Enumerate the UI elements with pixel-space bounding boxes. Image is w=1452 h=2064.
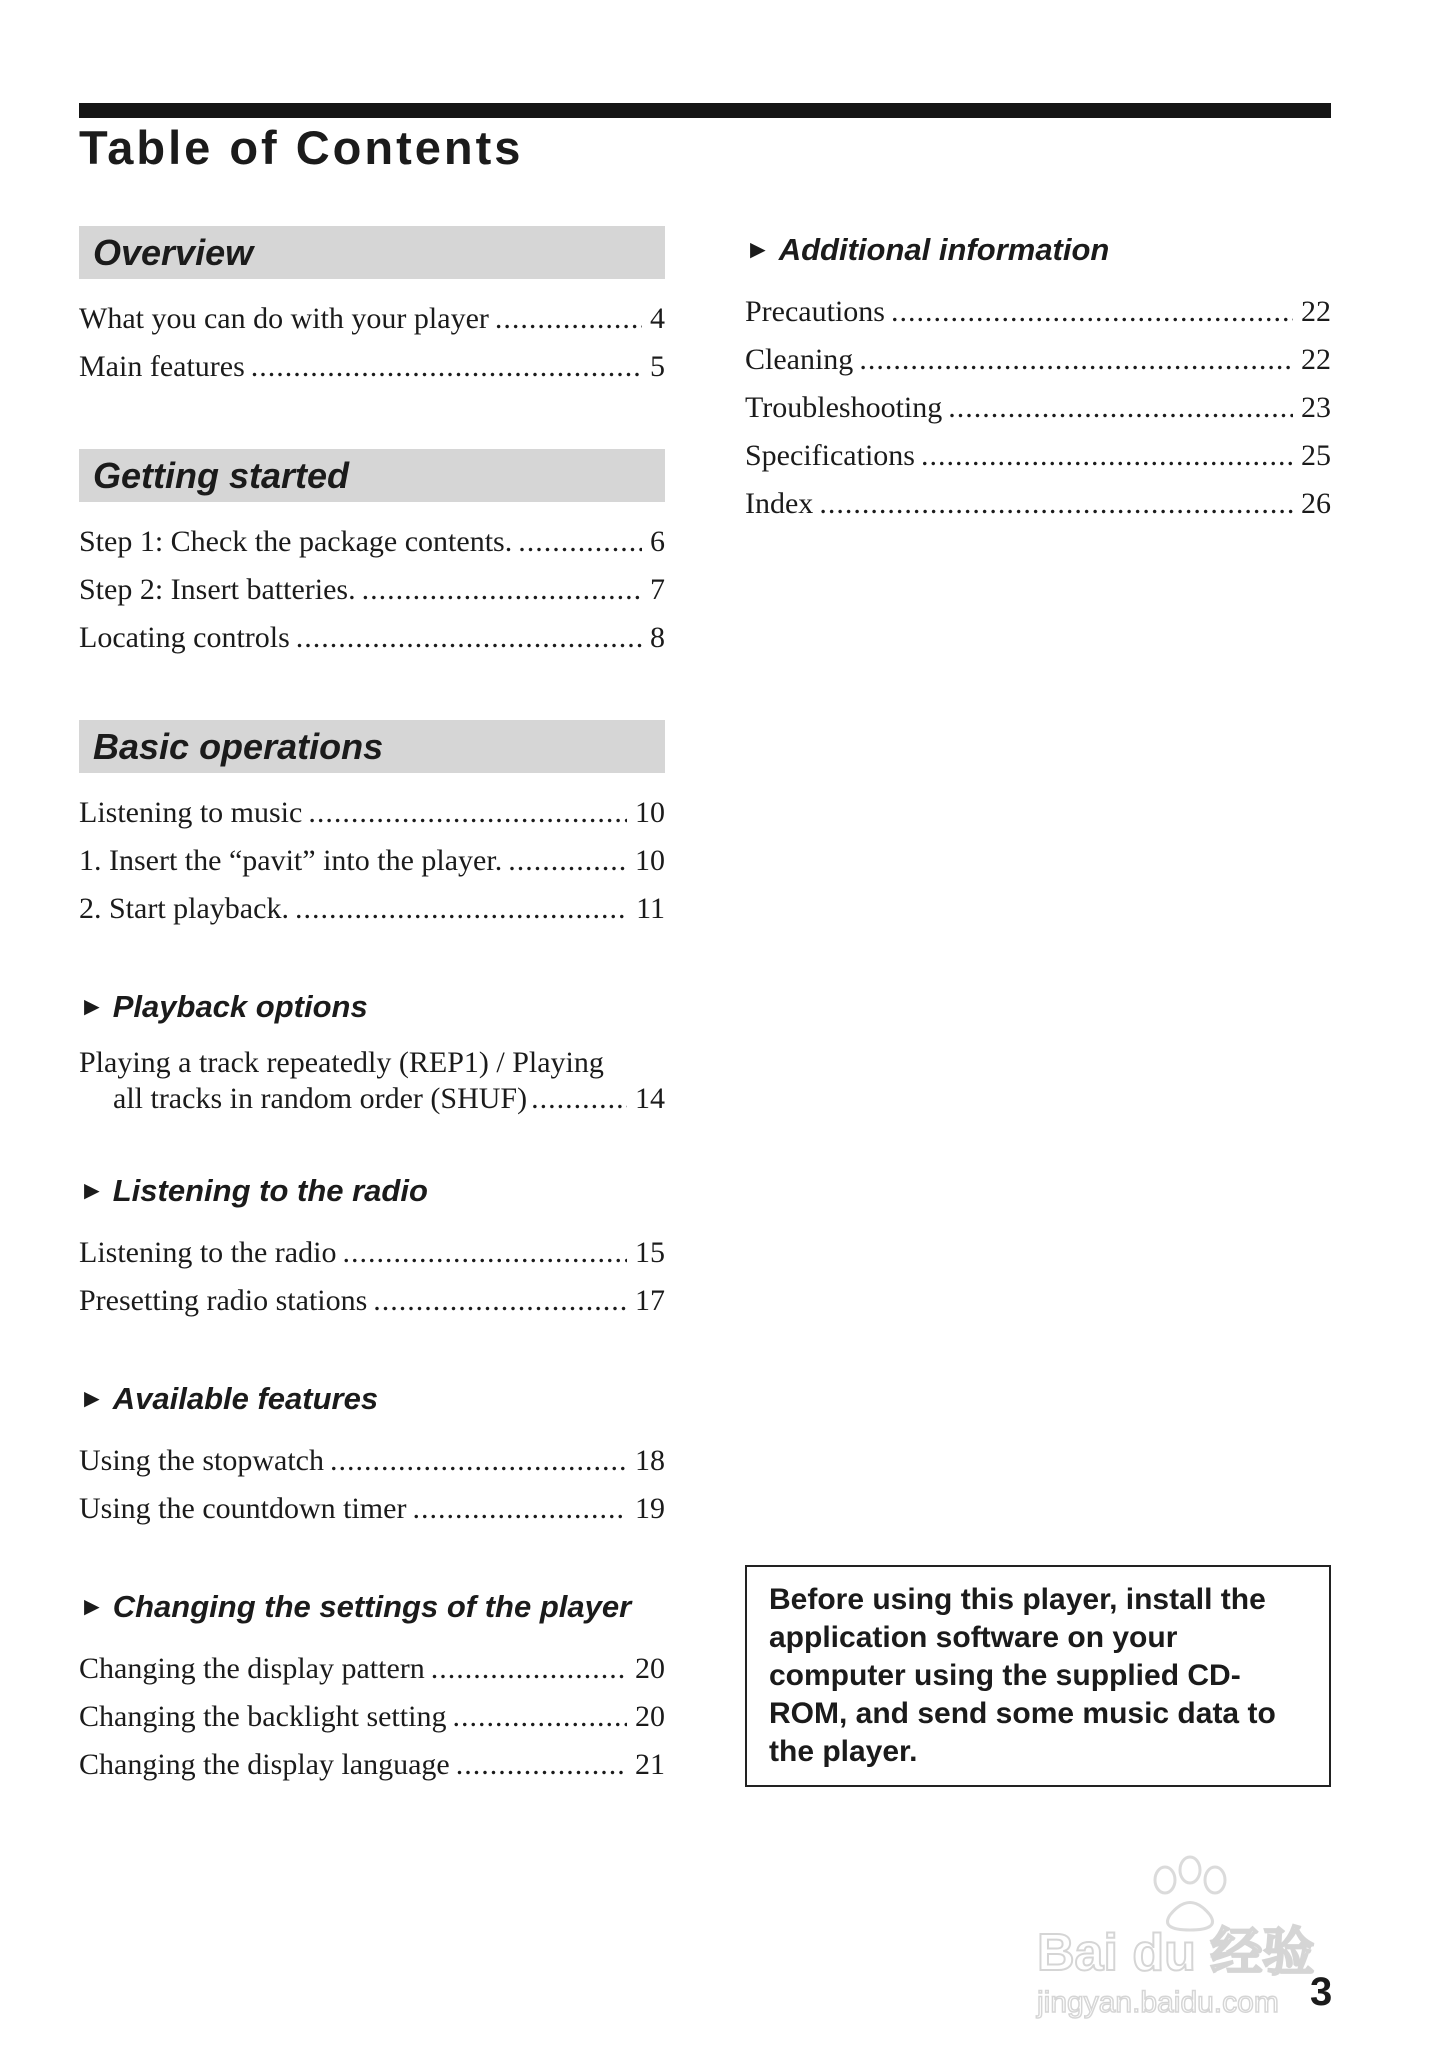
right-column — [745, 226, 1331, 528]
toc-entry-page: 19 — [635, 1492, 665, 1525]
dot-leader — [308, 789, 627, 837]
triangle-arrow-icon: ► — [79, 1175, 105, 1205]
toc-entry[interactable] — [79, 1045, 665, 1117]
toc-entry-title: Changing the backlight setting — [79, 1700, 447, 1733]
subsection-heading-listening-radio — [79, 1167, 665, 1215]
triangle-arrow-icon: ► — [79, 991, 105, 1021]
toc-entry-title: 1. Insert the “pavit” into the player. — [79, 844, 503, 877]
toc-entry[interactable] — [79, 789, 665, 837]
toc-entry[interactable] — [745, 336, 1331, 384]
toc-entry-title: What you can do with your player — [79, 302, 489, 335]
toc-entry-title: Cleaning — [745, 343, 854, 376]
toc-entry[interactable] — [745, 480, 1331, 528]
toc-entry-page: 23 — [1301, 391, 1331, 424]
subsection-heading-text: Available features — [112, 1381, 379, 1416]
dot-leader — [819, 480, 1293, 528]
toc-entry[interactable] — [745, 384, 1331, 432]
toc-entry-page: 26 — [1301, 487, 1331, 520]
toc-entry[interactable] — [79, 343, 665, 391]
toc-entry-page: 20 — [635, 1700, 665, 1733]
toc-entry-title: Presetting radio stations — [79, 1284, 368, 1317]
toc-entry[interactable] — [79, 1437, 665, 1485]
toc-entry-title-line1: Playing a track repeatedly (REP1) / Playing — [79, 1046, 604, 1079]
toc-entry-title-line2: all tracks in random order (SHUF) — [113, 1082, 528, 1115]
toc-entry-page: 22 — [1301, 343, 1331, 376]
toc-entry[interactable] — [79, 1485, 665, 1533]
dot-leader — [342, 1229, 627, 1277]
dot-leader — [518, 518, 642, 566]
toc-entry-page: 18 — [635, 1444, 665, 1477]
toc-entry-page: 20 — [635, 1652, 665, 1685]
toc-entry[interactable] — [745, 288, 1331, 336]
section-heading-basic-operations: Basic operations — [79, 720, 665, 773]
dot-leader — [412, 1485, 627, 1533]
toc-entry-title: Specifications — [745, 439, 915, 472]
left-column — [79, 226, 665, 1789]
toc-entry-title: Using the stopwatch — [79, 1444, 324, 1477]
dot-leader — [362, 566, 642, 614]
dot-leader — [452, 1693, 627, 1741]
triangle-arrow-icon: ► — [79, 1383, 105, 1413]
subsection-heading-playback-options — [79, 983, 665, 1031]
dot-leader — [508, 837, 627, 885]
dot-leader — [921, 432, 1293, 480]
dot-leader — [456, 1741, 627, 1789]
toc-entry-title: Listening to music — [79, 796, 303, 829]
dot-leader — [948, 384, 1293, 432]
toc-entry-page: 5 — [650, 350, 665, 383]
toc-entry[interactable] — [79, 518, 665, 566]
dot-leader — [495, 295, 642, 343]
toc-entry-page: 22 — [1301, 295, 1331, 328]
toc-entry[interactable] — [79, 614, 665, 662]
toc-entry-page: 10 — [635, 844, 665, 877]
dot-leader — [330, 1437, 627, 1485]
subsection-heading-text: Changing the settings of the player — [112, 1589, 632, 1624]
triangle-arrow-icon: ► — [745, 234, 771, 264]
toc-entry-page: 10 — [635, 796, 665, 829]
toc-entry-page: 17 — [635, 1284, 665, 1317]
subsection-heading-text: Additional information — [778, 232, 1110, 267]
toc-entry-page: 11 — [636, 892, 665, 925]
toc-entry-title: Listening to the radio — [79, 1236, 337, 1269]
section-heading-getting-started: Getting started — [79, 449, 665, 502]
page-number: 3 — [1310, 1970, 1333, 2014]
subsection-heading-text: Listening to the radio — [112, 1173, 428, 1208]
toc-entry-title: Locating controls — [79, 621, 290, 654]
toc-entry-page: 8 — [650, 621, 665, 654]
toc-entry-page: 7 — [650, 573, 665, 606]
toc-entry-title: Changing the display pattern — [79, 1652, 425, 1685]
dot-leader — [296, 614, 642, 662]
toc-entry[interactable] — [79, 1693, 665, 1741]
toc-entry[interactable] — [79, 885, 665, 933]
toc-entry-title: Using the countdown timer — [79, 1492, 407, 1525]
toc-entry-title: Index — [745, 487, 814, 520]
dot-leader — [295, 885, 628, 933]
toc-entry[interactable] — [79, 566, 665, 614]
toc-entry-title: Step 2: Insert batteries. — [79, 573, 356, 606]
section-heading-overview: Overview — [79, 226, 665, 279]
top-rule — [79, 103, 1331, 118]
toc-entry[interactable] — [79, 1277, 665, 1325]
toc-entry-title: 2. Start playback. — [79, 892, 289, 925]
toc-entry-page: 21 — [635, 1748, 665, 1781]
triangle-arrow-icon: ► — [79, 1591, 105, 1621]
watermark-brand: Bai du 经验 — [1037, 1924, 1315, 1982]
subsection-heading-changing-settings — [79, 1583, 665, 1631]
subsection-heading-available-features — [79, 1375, 665, 1423]
watermark-url: jingyan.baidu.com — [1037, 1986, 1279, 2019]
toc-entry[interactable] — [745, 432, 1331, 480]
subsection-heading-text: Playback options — [112, 989, 368, 1024]
toc-entry[interactable] — [79, 1645, 665, 1693]
subsection-heading-additional-information — [745, 226, 1331, 274]
toc-entry-title: Main features — [79, 350, 245, 383]
toc-entry[interactable] — [79, 1741, 665, 1789]
toc-entry[interactable] — [79, 837, 665, 885]
notice-box: Before using this player, install the application software on your computer using the supplied CD-ROM, and send some music data to the player. — [745, 1565, 1331, 1787]
dot-leader — [251, 343, 642, 391]
dot-leader — [431, 1645, 627, 1693]
toc-entry-title: Troubleshooting — [745, 391, 943, 424]
toc-entry-title: Step 1: Check the package contents. — [79, 525, 513, 558]
toc-entry[interactable] — [79, 295, 665, 343]
toc-entry-page: 14 — [635, 1082, 665, 1115]
page-title: Table of Contents — [79, 121, 524, 174]
dot-leader — [891, 288, 1293, 336]
toc-entry-page: 4 — [650, 302, 665, 335]
dot-leader — [373, 1277, 627, 1325]
dot-leader — [859, 336, 1293, 384]
toc-entry-title: Precautions — [745, 295, 885, 328]
dot-leader — [531, 1081, 627, 1117]
toc-entry[interactable] — [79, 1229, 665, 1277]
toc-entry-title: Changing the display language — [79, 1748, 450, 1781]
toc-entry-page: 25 — [1301, 439, 1331, 472]
toc-entry-page: 15 — [635, 1236, 665, 1269]
toc-entry-page: 6 — [650, 525, 665, 558]
